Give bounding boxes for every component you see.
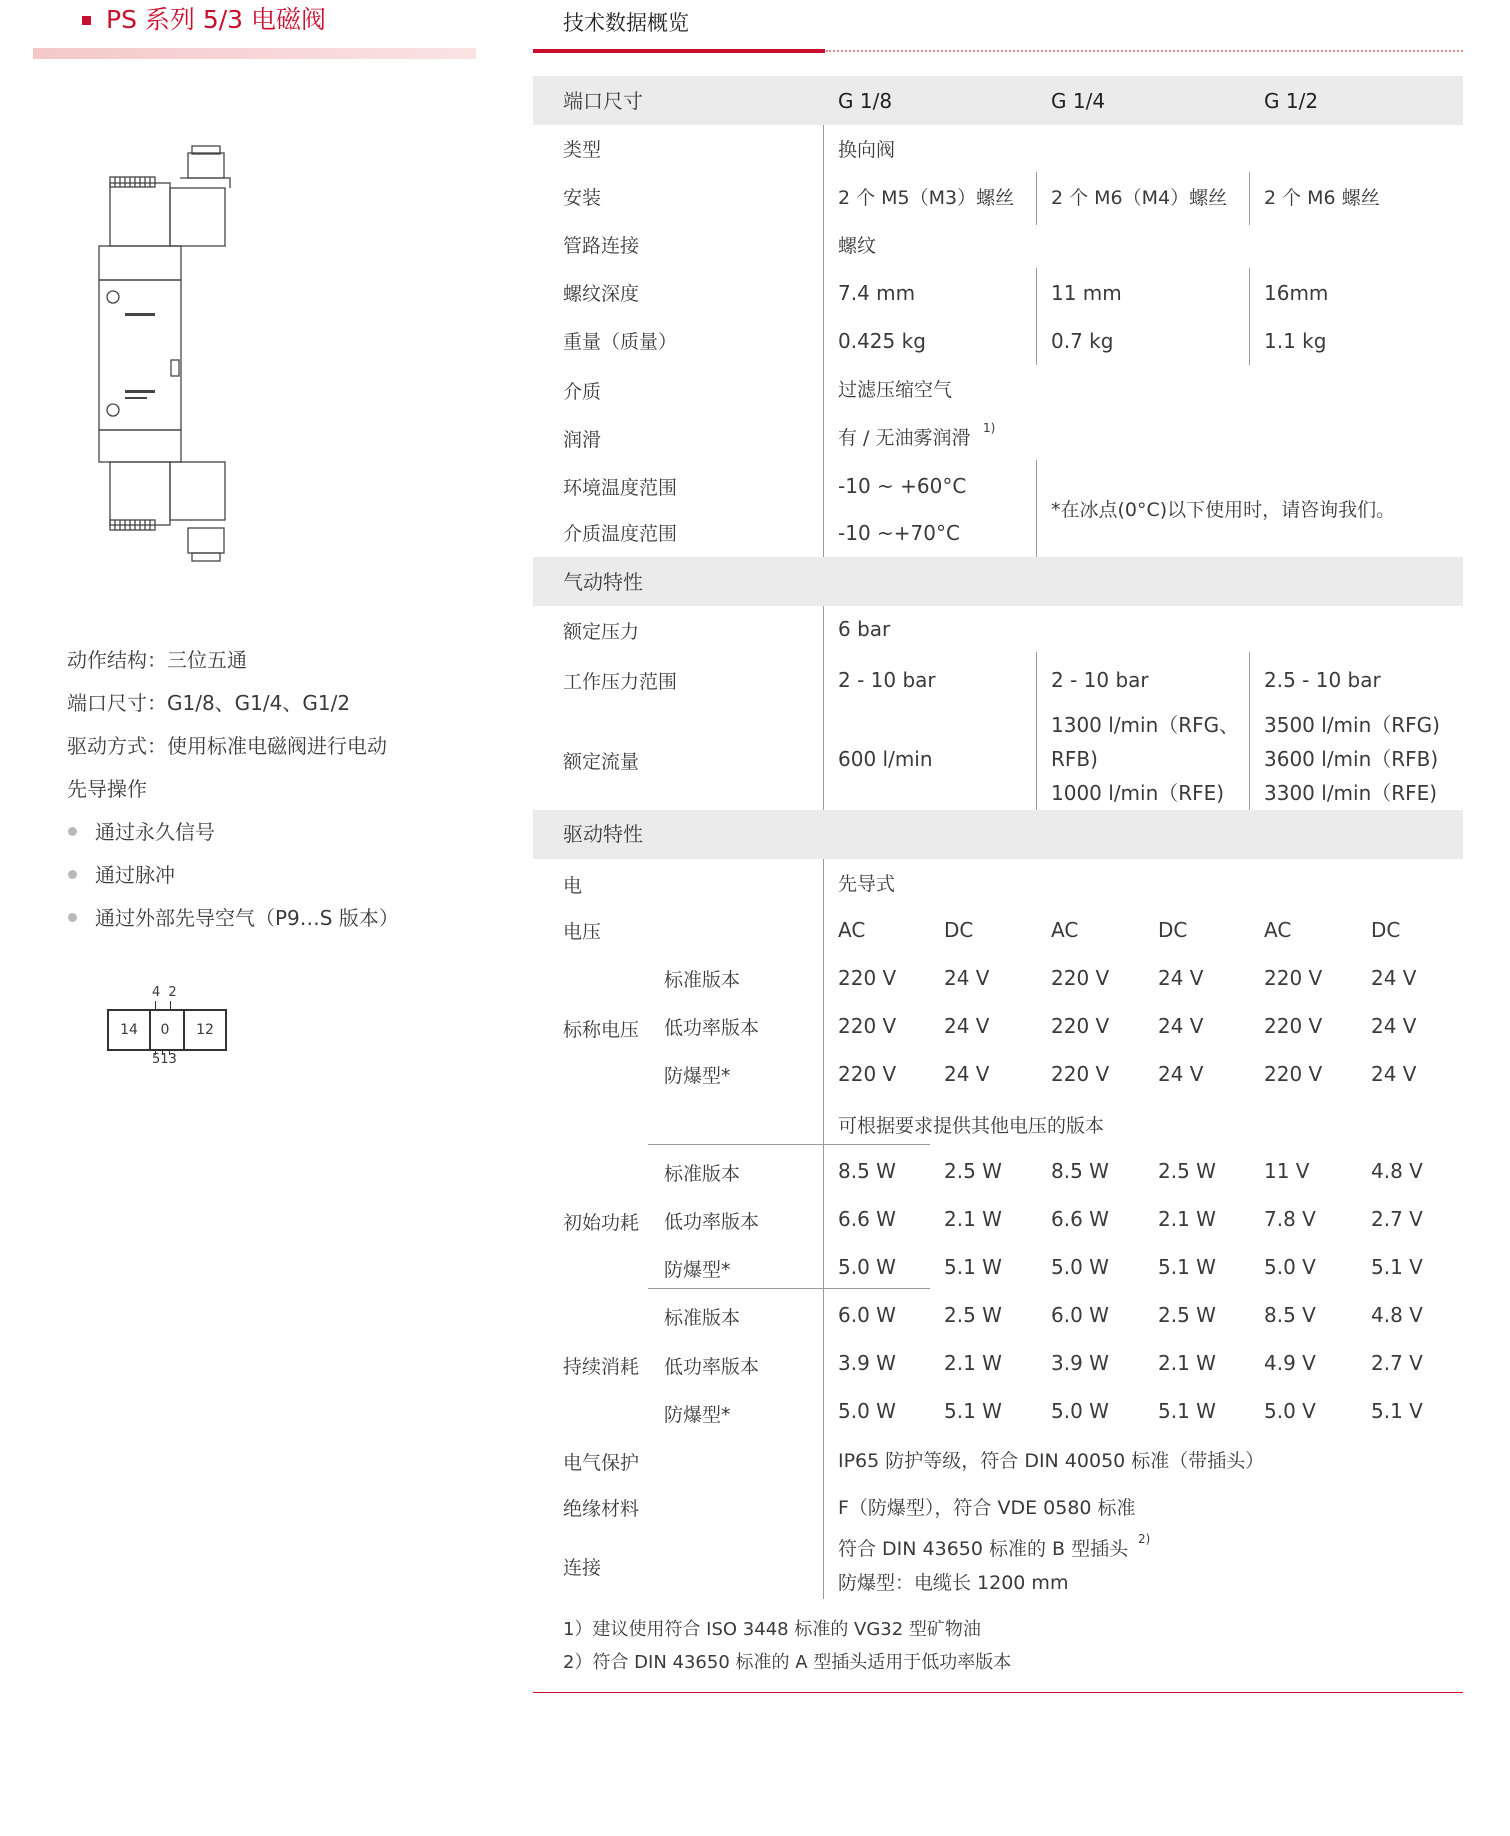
band-ports xyxy=(533,76,1463,125)
band-drive xyxy=(533,810,1463,859)
initial-cell: 5.1 W xyxy=(1158,1255,1216,1279)
initial-cell: 2.1 W xyxy=(1158,1207,1216,1231)
header-bullet-icon xyxy=(82,16,91,25)
mount-g14: 2 个 M6（M4）螺丝 xyxy=(1051,187,1228,209)
nominal-cell: 220 V xyxy=(1051,1014,1110,1038)
initial-cell: 5.1 W xyxy=(944,1255,1002,1279)
section-title: 技术数据概览 xyxy=(563,11,689,35)
initial-cell: 5.1 V xyxy=(1371,1255,1423,1279)
sub-label: 低功率版本 xyxy=(664,1211,760,1233)
initial-cell: 5.0 W xyxy=(838,1255,896,1279)
depth-g12: 16mm xyxy=(1264,281,1329,305)
spec-action: 动作结构：三位五通 xyxy=(67,648,247,672)
type-label: 类型 xyxy=(563,139,602,161)
conn-value-ex: 防爆型：电缆长 1200 mm xyxy=(838,1572,1069,1594)
work-pressure-g18: 2 - 10 bar xyxy=(838,668,936,692)
bottom-rule xyxy=(533,1692,1463,1693)
sub-label: 防爆型* xyxy=(664,1259,731,1281)
lube-footnote-ref: 1) xyxy=(983,421,996,435)
protect-value: IP65 防护等级，符合 DIN 40050 标准（带插头） xyxy=(838,1450,1265,1472)
hold-cell: 6.0 W xyxy=(1051,1303,1109,1327)
hold-cell: 3.9 W xyxy=(1051,1351,1109,1375)
col-divider xyxy=(1249,268,1250,365)
lube-label: 润滑 xyxy=(563,429,602,451)
bullet-icon xyxy=(68,870,77,879)
col-divider xyxy=(1249,172,1250,225)
pipe-label: 管路连接 xyxy=(563,235,640,257)
symbol-box-right xyxy=(183,1009,227,1051)
nominal-cell: 220 V xyxy=(1051,1062,1110,1086)
footnote: 1）建议使用符合 ISO 3448 标准的 VG32 型矿物油 xyxy=(563,1619,981,1640)
initial-cell: 6.6 W xyxy=(838,1207,896,1231)
nominal-cell: 24 V xyxy=(944,1062,990,1086)
insul-label: 绝缘材料 xyxy=(563,1498,640,1520)
symbol-top-stems xyxy=(155,1001,156,1009)
spec-drive: 驱动方式：使用标准电磁阀进行电动 xyxy=(67,734,387,758)
flow-g12-line: 3300 l/min（RFE) xyxy=(1264,781,1438,805)
spec-port-size: 端口尺寸：G1/8、G1/4、G1/2 xyxy=(67,691,351,715)
col-divider xyxy=(1036,268,1037,365)
col-divider xyxy=(1036,652,1037,810)
elec-value: 先导式 xyxy=(838,873,896,895)
hold-cell: 3.9 W xyxy=(838,1351,896,1375)
nominal-cell: 24 V xyxy=(1371,966,1417,990)
weight-g12: 1.1 kg xyxy=(1264,329,1327,353)
hold-cell: 4.9 V xyxy=(1264,1351,1316,1375)
dotted-rule xyxy=(826,50,1463,52)
symbol-bottom-ports: 513 xyxy=(152,1052,177,1067)
valve-drawing xyxy=(85,145,245,565)
hold-cell: 5.1 W xyxy=(944,1399,1002,1423)
sub-label: 标准版本 xyxy=(664,969,741,991)
work-pressure-g12: 2.5 - 10 bar xyxy=(1264,668,1381,692)
symbol-top-ports: 4 2 xyxy=(152,985,177,1000)
temp-note: *在冰点(0°C)以下使用时，请咨询我们。 xyxy=(1051,499,1396,521)
initial-cell: 2.7 V xyxy=(1371,1207,1423,1231)
hold-cell: 5.0 W xyxy=(838,1399,896,1423)
col-divider xyxy=(823,125,824,557)
hold-power-label: 持续消耗 xyxy=(563,1356,640,1378)
sub-label: 防爆型* xyxy=(664,1065,731,1087)
initial-cell: 8.5 W xyxy=(838,1159,896,1183)
conn-footnote-ref: 2) xyxy=(1138,1532,1151,1546)
symbol-box-mid xyxy=(147,1009,183,1051)
symbol-top-stems xyxy=(170,1001,171,1009)
bullet-item: 通过外部先导空气（P9…S 版本） xyxy=(95,906,399,930)
hold-cell: 4.8 V xyxy=(1371,1303,1423,1327)
nominal-cell: 220 V xyxy=(1264,1062,1323,1086)
initial-cell: 5.0 W xyxy=(1051,1255,1109,1279)
initial-cell: 2.1 W xyxy=(944,1207,1002,1231)
sub-label: 标准版本 xyxy=(664,1163,741,1185)
nominal-cell: 24 V xyxy=(1371,1014,1417,1038)
mount-g18: 2 个 M5（M3）螺丝 xyxy=(838,187,1015,209)
nominal-cell: 24 V xyxy=(1158,966,1204,990)
flow-g14-line: RFB) xyxy=(1051,747,1098,771)
hold-cell: 5.1 V xyxy=(1371,1399,1423,1423)
protect-label: 电气保护 xyxy=(563,1452,640,1474)
insul-value: F（防爆型），符合 VDE 0580 标准 xyxy=(838,1497,1136,1519)
initial-cell: 8.5 W xyxy=(1051,1159,1109,1183)
hold-cell: 2.1 W xyxy=(1158,1351,1216,1375)
pipe-value: 螺纹 xyxy=(838,235,877,257)
sub-label: 防爆型* xyxy=(664,1404,731,1426)
work-pressure-g14: 2 - 10 bar xyxy=(1051,668,1149,692)
mount-label: 安装 xyxy=(563,187,602,209)
sub-label: 低功率版本 xyxy=(664,1017,760,1039)
nominal-cell: 24 V xyxy=(1158,1014,1204,1038)
hold-cell: 2.1 W xyxy=(944,1351,1002,1375)
bullet-item: 通过永久信号 xyxy=(95,820,215,844)
symbol-box-right-label: 12 xyxy=(196,1022,214,1038)
hold-cell: 8.5 V xyxy=(1264,1303,1316,1327)
conn-label: 连接 xyxy=(563,1557,602,1579)
sub-label: 低功率版本 xyxy=(664,1356,760,1378)
initial-cell: 4.8 V xyxy=(1371,1159,1423,1183)
hold-cell: 6.0 W xyxy=(838,1303,896,1327)
depth-g14: 11 mm xyxy=(1051,281,1122,305)
footnote: 2）符合 DIN 43650 标准的 A 型插头适用于低功率版本 xyxy=(563,1652,1012,1673)
weight-g14: 0.7 kg xyxy=(1051,329,1114,353)
page-title: PS 系列 5/3 电磁阀 xyxy=(106,5,327,34)
conn-value: 符合 DIN 43650 标准的 B 型插头 xyxy=(838,1538,1129,1560)
flow-g14-line: 1300 l/min（RFG、 xyxy=(1051,713,1240,737)
current-type: DC xyxy=(1158,918,1188,942)
elec-label: 电 xyxy=(563,875,583,897)
bullet-item: 通过脉冲 xyxy=(95,863,175,887)
pneumatic-section: 气动特性 xyxy=(563,570,643,594)
col-divider xyxy=(1036,172,1037,225)
hold-cell: 2.5 W xyxy=(944,1303,1002,1327)
initial-power-label: 初始功耗 xyxy=(563,1212,640,1234)
nominal-cell: 24 V xyxy=(1158,1062,1204,1086)
initial-cell: 7.8 V xyxy=(1264,1207,1316,1231)
flow-g12-line: 3500 l/min（RFG) xyxy=(1264,713,1440,737)
nominal-cell: 220 V xyxy=(838,1014,897,1038)
initial-cell: 5.0 V xyxy=(1264,1255,1316,1279)
initial-cell: 11 V xyxy=(1264,1159,1310,1183)
nominal-cell: 24 V xyxy=(944,966,990,990)
initial-cell: 2.5 W xyxy=(944,1159,1002,1183)
row-divider xyxy=(648,1144,930,1145)
title-underline xyxy=(33,48,476,59)
hold-cell: 5.0 V xyxy=(1264,1399,1316,1423)
row-divider xyxy=(648,1288,930,1289)
ambient-temp-label: 环境温度范围 xyxy=(563,477,678,499)
type-value: 换向阀 xyxy=(838,139,896,161)
current-type: AC xyxy=(838,918,866,942)
current-type: DC xyxy=(944,918,974,942)
weight-label: 重量（质量） xyxy=(563,331,678,353)
rated-pressure-value: 6 bar xyxy=(838,617,891,641)
flow-g14-line: 1000 l/min（RFE) xyxy=(1051,781,1225,805)
nominal-cell: 220 V xyxy=(1051,966,1110,990)
nominal-cell: 220 V xyxy=(1264,966,1323,990)
port-g12: G 1/2 xyxy=(1264,89,1319,113)
symbol-box-left-label: 14 xyxy=(120,1022,138,1038)
voltage-label: 电压 xyxy=(563,921,602,943)
sub-label: 标准版本 xyxy=(664,1307,741,1329)
nominal-cell: 220 V xyxy=(838,966,897,990)
nominal-cell: 24 V xyxy=(1371,1062,1417,1086)
work-pressure-label: 工作压力范围 xyxy=(563,671,678,693)
other-voltage-note: 可根据要求提供其他电压的版本 xyxy=(838,1115,1105,1137)
mount-g12: 2 个 M6 螺丝 xyxy=(1264,187,1380,209)
current-type: AC xyxy=(1051,918,1079,942)
col-divider xyxy=(823,859,824,1599)
symbol-box-left xyxy=(107,1009,151,1051)
nominal-voltage-label: 标称电压 xyxy=(563,1019,640,1041)
hold-cell: 5.0 W xyxy=(1051,1399,1109,1423)
medium-temp-label: 介质温度范围 xyxy=(563,523,678,545)
rated-pressure-label: 额定压力 xyxy=(563,621,640,643)
port-g18: G 1/8 xyxy=(838,89,893,113)
nominal-cell: 220 V xyxy=(838,1062,897,1086)
hold-cell: 2.7 V xyxy=(1371,1351,1423,1375)
port-g14: G 1/4 xyxy=(1051,89,1106,113)
depth-g18: 7.4 mm xyxy=(838,281,916,305)
band-pneumatic xyxy=(533,557,1463,606)
initial-cell: 6.6 W xyxy=(1051,1207,1109,1231)
flow-g18: 600 l/min xyxy=(838,747,933,771)
weight-g18: 0.425 kg xyxy=(838,329,926,353)
medium-temp-value: -10 ~+70°C xyxy=(838,521,960,545)
hold-cell: 2.5 W xyxy=(1158,1303,1216,1327)
section-title-underline xyxy=(533,49,825,53)
current-type: DC xyxy=(1371,918,1401,942)
nominal-cell: 24 V xyxy=(944,1014,990,1038)
col-divider xyxy=(1036,460,1037,557)
port-label: 端口尺寸 xyxy=(563,89,643,113)
lube-value: 有 / 无油雾润滑 xyxy=(838,427,971,449)
spec-pilot: 先导操作 xyxy=(67,777,147,801)
medium-value: 过滤压缩空气 xyxy=(838,379,953,401)
ambient-temp-value: -10 ~ +60°C xyxy=(838,474,967,498)
valve-symbol xyxy=(105,985,235,1065)
flow-g12-line: 3600 l/min（RFB) xyxy=(1264,747,1439,771)
flow-label: 额定流量 xyxy=(563,751,640,773)
current-type: AC xyxy=(1264,918,1292,942)
depth-label: 螺纹深度 xyxy=(563,283,640,305)
bullet-icon xyxy=(68,913,77,922)
initial-cell: 2.5 W xyxy=(1158,1159,1216,1183)
medium-label: 介质 xyxy=(563,381,602,403)
bullet-icon xyxy=(68,827,77,836)
symbol-box-mid-label: 0 xyxy=(160,1022,170,1038)
col-divider xyxy=(823,606,824,810)
nominal-cell: 220 V xyxy=(1264,1014,1323,1038)
col-divider xyxy=(1249,652,1250,810)
drive-section: 驱动特性 xyxy=(563,822,643,846)
hold-cell: 5.1 W xyxy=(1158,1399,1216,1423)
